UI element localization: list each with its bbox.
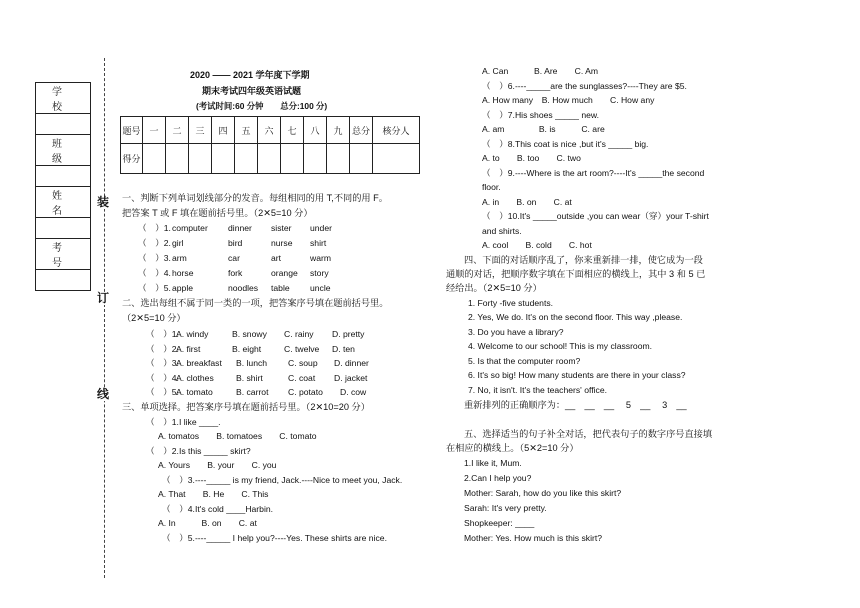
s4-item: 4. Welcome to our school! This is my classroom. [468,341,653,351]
binding-char-zhuang: 装 [97,195,110,209]
score-cell[interactable] [304,144,327,174]
s3-question: （ ）9.----Where is the art room?----It's _____the second [482,168,705,178]
s1-word: dinner [228,223,252,233]
s2-option: D. jacket [334,373,368,383]
section4-heading: 四、下面的对话顺序乱了，你来重新排一排，使它成为一段 [464,255,703,265]
score-cell[interactable] [212,144,235,174]
s4-item: 1. Forty -five students. [468,298,554,308]
score-cell[interactable] [350,144,373,174]
score-header-cell: 九 [327,117,350,144]
score-header-cell: 七 [281,117,304,144]
s3-options: A. How many B. How much C. How any [482,95,655,105]
s1-word: table [271,283,290,293]
score-cell[interactable] [281,144,304,174]
s3-question: （ ）7.His shoes _____ new. [482,110,600,120]
s3-question: （ ）8.This coat is nice ,but it's _____ big. [482,139,649,149]
s2-option: A. tomato [176,387,213,397]
s1-row-num: （ ）3. [138,253,171,263]
binding-char-ding: 订 [97,291,110,305]
section5-heading-2: 在相应的横线上。（5✕2=10 分） [446,443,579,453]
s3-question: （ ）2.Is this _____ skirt? [146,446,251,456]
score-header-cell: 八 [304,117,327,144]
s3-question: （ ）5.----_____ I help you?----Yes. These shirts are nice. [162,533,387,543]
section1-heading-2: 把答案 T 或 F 填在题前括号里。（2✕5=10 分） [122,208,313,218]
exam-time-score: (考试时间:60 分钟 总分:100 分) [196,101,328,111]
section5-heading: 五、选择适当的句子补全对话，把代表句子的数字序号直接填 [464,429,713,439]
s2-option: C. twelve [284,344,320,354]
s4-item: 7. No, it isn't. It's the teachers' office. [468,385,607,395]
s2-option: A. windy [176,329,209,339]
score-header-cell: 一 [143,117,166,144]
s5-line: Mother: Sarah, how do you like this skirt? [464,488,622,498]
score-header-cell: 三 [189,117,212,144]
s4-item: 5. Is that the computer room? [468,356,581,366]
s4-answer-line[interactable]: 重新排列的正确顺序为：__ __ __ 5 __ 3 __ [464,400,687,410]
score-cell[interactable] [189,144,212,174]
s3-question: （ ）1.I like ____. [146,417,221,427]
s1-word: noodles [228,283,259,293]
binding-dashed-line [104,58,105,578]
s2-row-num: （ ）2. [146,344,179,354]
s2-option: D. ten [332,344,355,354]
s3-options: A. Yours B. your C. you [158,460,277,470]
s2-option: D. pretty [332,329,365,339]
s2-option: A. breakfast [176,358,222,368]
info-name-field: 姓 名 [36,187,91,218]
info-blank-2 [36,166,91,187]
score-cell[interactable] [235,144,258,174]
s2-option: B. carrot [236,387,269,397]
s1-word: fork [228,268,243,278]
score-cell[interactable] [373,144,420,174]
s2-option: A. first [176,344,201,354]
score-header-cell: 二 [166,117,189,144]
s3-options: A. in B. on C. at [482,197,572,207]
s1-word: car [228,253,240,263]
s2-option: C. coat [288,373,316,383]
s4-item: 6. It's so big! How many students are there in your class? [468,370,686,380]
s1-word: orange [271,268,298,278]
s3-options: A. That B. He C. This [158,489,269,499]
s1-row-num: （ ）4. [138,268,171,278]
s1-word: story [310,268,329,278]
s1-row-num: （ ）1. [138,223,171,233]
s1-row-num: （ ）2. [138,238,171,248]
s5-line: Mother: Yes. How much is this skirt? [464,533,603,543]
s1-word: apple [172,283,194,293]
binding-char-xian: 线 [97,387,110,401]
info-blank-1 [36,114,91,135]
s2-option: C. rainy [284,329,314,339]
s3-options: A. to B. too C. two [482,153,581,163]
s3-question: （ ）3.----_____ is my friend, Jack.----Nice to meet you, Jack. [162,475,403,485]
s1-word: arm [172,253,187,263]
section2-heading: 二、选出每组不属于同一类的一项，把答案序号填在题前括号里。 [122,298,389,308]
score-header-cell: 题号 [121,117,143,144]
s4-item: 2. Yes, We do. It's on the second floor. This way ,please. [468,312,683,322]
s3-options: A. Can B. Are C. Am [482,66,599,76]
student-info-box [35,82,96,291]
score-header-cell: 六 [258,117,281,144]
s3-options: A. tomatos B. tomatoes C. tomato [158,431,317,441]
s2-row-num: （ ）4. [146,373,179,383]
s2-option: D. dinner [334,358,369,368]
score-header-cell: 四 [212,117,235,144]
info-number-field: 考 号 [36,239,91,270]
exam-title: 2020 —— 2021 学年度下学期 [190,70,310,80]
s2-option: B. snowy [232,329,267,339]
s1-word: girl [172,238,184,248]
section4-heading-2: 通顺的对话，把顺序数字填在下面相应的横线上，其中 3 和 5 已 [446,269,706,279]
section2-heading-2: （2✕5=10 分） [122,313,186,323]
s3-question: （ ）6.----_____are the sunglasses?----They are $5. [482,81,687,91]
s2-option: C. soup [288,358,318,368]
s5-line: 1.I like it, Mum. [464,458,522,468]
s3-options: A. cool B. cold C. hot [482,240,592,250]
s2-option: B. lunch [236,358,268,368]
s1-word: art [271,253,282,263]
s3-question: （ ）10.It's _____outside ,you can wear（穿）your T-shirt [482,211,709,221]
s3-options: A. am B. is C. are [482,124,605,134]
s2-option: B. shirt [236,373,263,383]
s2-row-num: （ ）5. [146,387,179,397]
s5-line: 2.Can I help you? [464,473,532,483]
s2-row-num: （ ）3. [146,358,179,368]
s1-word: uncle [310,283,331,293]
info-blank-3 [36,218,91,239]
s3-question-cont: floor. [482,182,501,192]
score-table [120,116,420,174]
s2-option: A. clothes [176,373,214,383]
section4-heading-3: 经给出。（2✕5=10 分） [446,283,542,293]
s1-row-num: （ ）5. [138,283,171,293]
score-cell[interactable] [327,144,350,174]
s2-option: C. potato [288,387,323,397]
info-class-field: 班 级 [36,135,91,166]
s1-word: warm [310,253,332,263]
section1-heading: 一、判断下列单词划线部分的发音。每组相同的用 T,不同的用 F。 [122,193,388,203]
score-cell[interactable] [143,144,166,174]
s4-item: 3. Do you have a library? [468,327,564,337]
info-blank-4 [36,270,91,291]
score-header-cell: 核分人 [373,117,420,144]
s2-row-num: （ ）1. [146,329,179,339]
s3-options: A. In B. on C. at [158,518,257,528]
section3-heading: 三、单项选择。把答案序号填在题前括号里。（2✕10=20 分） [122,402,370,412]
info-school-field: 学 校 [36,83,91,114]
s3-question: （ ）4.It's cold ____Harbin. [162,504,274,514]
s5-line: Sarah: It's very pretty. [464,503,547,513]
s5-line: Shopkeeper: ____ [464,518,535,528]
exam-subtitle: 期末考试四年级英语试题 [202,86,302,96]
s1-word: bird [228,238,243,248]
s2-option: D. cow [340,387,367,397]
s1-word: horse [172,268,194,278]
score-header-cell: 五 [235,117,258,144]
s1-word: computer [172,223,208,233]
s1-word: shirt [310,238,327,248]
score-cell[interactable] [166,144,189,174]
s1-word: sister [271,223,292,233]
score-row-label: 得分 [121,144,143,174]
score-header-cell: 总分 [350,117,373,144]
s3-question-cont: and shirts. [482,226,522,236]
s1-word: under [310,223,332,233]
s2-option: B. eight [232,344,262,354]
s1-word: nurse [271,238,293,248]
score-cell[interactable] [258,144,281,174]
